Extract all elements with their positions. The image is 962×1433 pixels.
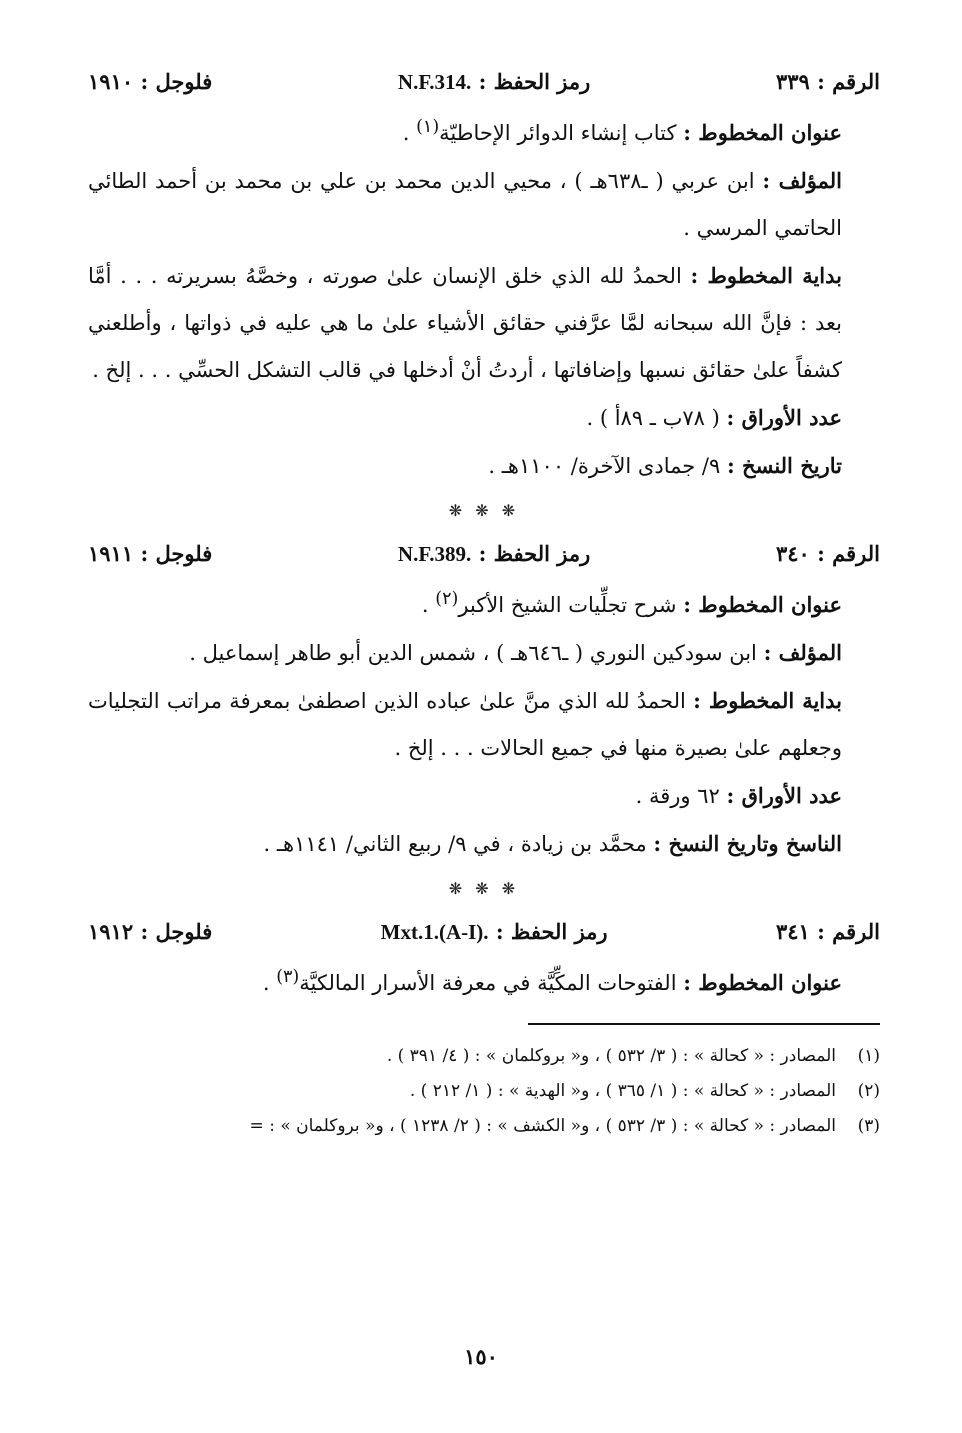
shelfmark: رمز الحفظ : N.F.389.	[397, 541, 591, 566]
copyist-and-date: الناسخ وتاريخ النسخ : محمَّد بن زيادة ، في ٩/ ربيع الثاني/ ١١٤١هـ .	[263, 831, 842, 856]
folio-count: عدد الأوراق : ( ٧٨ب ـ ٨٩أ ) .	[586, 405, 842, 430]
manuscript-beginning: بداية المخطوط : الحمدُ لله الذي منَّ علىٰ عباده الذين اصطفىٰ بمعرفة مراتب التجليات وجعلهم علىٰ بصيرة منها في جميع الحالات . . . إلخ .	[88, 688, 842, 760]
entry-number: الرقم : ٣٤٠	[775, 541, 880, 566]
footnote-number: (٣)	[857, 1116, 880, 1136]
manuscript-title: عنوان المخطوط : الفتوحات المكِّيَّة في معرفة الأسرار المالكيَّة$^{(٣)}$ .	[262, 967, 842, 995]
footnote	[88, 1074, 880, 1109]
entry-separator: ❋ ❋ ❋	[448, 501, 520, 520]
flugel-number: فلوجل : ١٩١٠	[88, 69, 213, 94]
entry-separator: ❋ ❋ ❋	[448, 879, 520, 898]
footnotes	[88, 1039, 880, 1144]
footnote-ref[interactable]: (١)	[416, 117, 440, 137]
footnote-ref[interactable]: (٣)	[276, 967, 300, 987]
entry-header	[88, 532, 880, 576]
footnote-text: المصادر : « كحالة » : ( ٣/ ٥٣٢ ) ، و« الكشف » : ( ٢/ ١٢٣٨ ) ، و« بروكلمان » : =	[249, 1116, 836, 1136]
catalog-page	[88, 60, 880, 1144]
footnote-number: (٢)	[857, 1081, 880, 1101]
flugel-number: فلوجل : ١٩١٢	[88, 919, 213, 944]
entry-header	[88, 910, 880, 954]
footnote-number: (١)	[857, 1046, 880, 1066]
entry-number: الرقم : ٣٣٩	[775, 69, 880, 94]
manuscript-title: عنوان المخطوط : كتاب إنشاء الدوائر الإحاطيّة$^{(١)}$ .	[402, 117, 842, 145]
footnote-text: المصادر : « كحالة » : ( ٣/ ٥٣٢ ) ، و« بروكلمان » : ( ٤/ ٣٩١ ) .	[386, 1046, 836, 1066]
entry-header	[88, 60, 880, 104]
footnote-ref[interactable]: (٢)	[435, 589, 459, 609]
footnote-text: المصادر : « كحالة » : ( ١/ ٣٦٥ ) ، و« الهدية » : ( ١/ ٢١٢ ) .	[409, 1081, 836, 1101]
footnote-rule	[528, 1023, 880, 1025]
manuscript-beginning: بداية المخطوط : الحمدُ لله الذي خلق الإنسان علىٰ صورته ، وخصَّهُ بسريرته . . . أمَّا بعد : فإنَّ الله سبحانه لمَّا عرَّفني حقائق الأشياء علىٰ ما هي عليه في ذواتها ، وأطلعني كشفاً علىٰ حقائق نسبها وإضافاتها ، أردتُ أنْ أدخلها في قالب التشكل الحسِّي . . . إلخ .	[88, 263, 842, 382]
page-number: ١٥٠	[464, 1344, 498, 1369]
manuscript-title: عنوان المخطوط : شرح تجلِّيات الشيخ الأكبر$^{(٢)}$ .	[421, 589, 842, 617]
manuscript-author: المؤلف : ابن سودكين النوري ( ـ٦٤٦هـ ) ، شمس الدين أبو طاهر إسماعيل .	[189, 640, 842, 665]
shelfmark: رمز الحفظ : Mxt.1.(A-I).	[380, 919, 608, 944]
copy-date: تاريخ النسخ : ٩/ جمادى الآخرة/ ١١٠٠هـ .	[488, 453, 842, 478]
shelfmark: رمز الحفظ : N.F.314.	[397, 69, 591, 94]
flugel-number: فلوجل : ١٩١١	[88, 541, 213, 566]
manuscript-author: المؤلف : ابن عربي ( ـ٦٣٨هـ ) ، محيي الدين محمد بن علي بن محمد بن أحمد الطائي الحاتمي المرسي .	[88, 168, 842, 240]
footnote	[88, 1109, 880, 1144]
folio-count: عدد الأوراق : ٦٢ ورقة .	[635, 783, 842, 808]
footnote	[88, 1039, 880, 1074]
entry-number: الرقم : ٣٤١	[775, 919, 880, 944]
